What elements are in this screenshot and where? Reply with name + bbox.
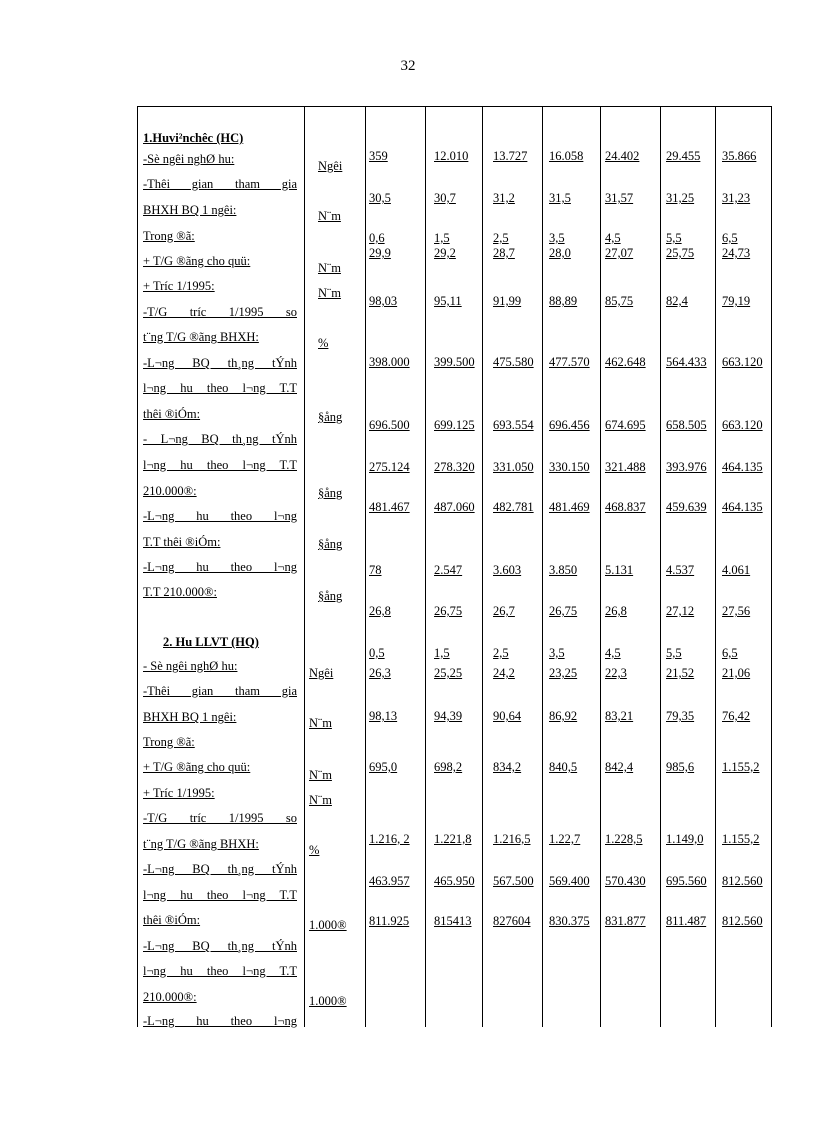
unit-label: % [318, 336, 329, 350]
row-label: -L¬ng hu theo l¬ng [143, 560, 297, 574]
table-cell: 468.837 [605, 500, 646, 514]
row-label: Trong ®ã: [143, 229, 195, 243]
table-cell: 477.570 [549, 355, 590, 369]
row-label: t¨ng T/G ®ãng BHXH: [143, 330, 259, 344]
table-cell: 398.000 [369, 355, 410, 369]
table-cell: 1.155,2 [722, 832, 760, 846]
table-cell: 27,56 [722, 604, 751, 618]
table-cell: 35.866 [722, 149, 757, 163]
table-cell: 26,7 [493, 604, 515, 618]
table-cell: 26,75 [434, 604, 463, 618]
table-cell: 827604 [493, 914, 531, 928]
table-cell: 13.727 [493, 149, 528, 163]
row-label: + Tríc 1/1995: [143, 279, 215, 293]
table-cell: 275.124 [369, 460, 410, 474]
table-cell: 840,5 [549, 760, 578, 774]
table-cell: 1.216,5 [493, 832, 531, 846]
table-cell: 696.500 [369, 418, 410, 432]
row-label: thêi ®iÓm: [143, 407, 201, 421]
section-title: 1.Huvi²nchêc (HC) [143, 131, 244, 145]
table-cell: 26,8 [605, 604, 627, 618]
row-label: -Sè ngêi nghØ hu: [143, 152, 235, 166]
table-cell: 27,07 [605, 246, 634, 260]
row-label: l¬ng hu theo l¬ng T.T [143, 458, 297, 472]
table-cell: 463.957 [369, 874, 410, 888]
table-cell: 658.505 [666, 418, 707, 432]
row-label: - Sè ngêi nghØ hu: [143, 659, 238, 673]
table-cell: 830.375 [549, 914, 590, 928]
unit-label: N¨m [318, 261, 341, 275]
table-cell: 95,11 [434, 294, 462, 308]
table-cell: 2,5 [493, 231, 509, 245]
table-cell: 82,4 [666, 294, 688, 308]
row-label: + Tríc 1/1995: [143, 786, 215, 800]
table-cell: 4,5 [605, 231, 621, 245]
table-cell: 481.467 [369, 500, 410, 514]
unit-label: N¨m [318, 286, 341, 300]
table-cell: 569.400 [549, 874, 590, 888]
row-label: l¬ng hu theo l¬ng T.T [143, 381, 297, 395]
row-label: -T/G tríc 1/1995 so [143, 305, 297, 319]
unit-label: 1.000® [309, 918, 347, 932]
table-cell: 1.228,5 [605, 832, 643, 846]
table-cell: 330.150 [549, 460, 590, 474]
table-cell: 464.135 [722, 460, 763, 474]
table-cell: 31,23 [722, 191, 751, 205]
table-cell: 12.010 [434, 149, 469, 163]
row-label: BHXH BQ 1 ngêi: [143, 710, 237, 724]
table-cell: 5.131 [605, 563, 634, 577]
table-cell: 663.120 [722, 418, 763, 432]
table-cell: 78 [369, 563, 382, 577]
table-cell: 564.433 [666, 355, 707, 369]
table-cell: 26,8 [369, 604, 391, 618]
table-cell: 98,13 [369, 709, 398, 723]
row-label: + T/G ®ãng cho quü: [143, 760, 251, 774]
table-cell: 6,5 [722, 231, 738, 245]
unit-label: % [309, 843, 320, 857]
table-cell: 462.648 [605, 355, 646, 369]
table-cell: 3.603 [493, 563, 522, 577]
table-cell: 91,99 [493, 294, 522, 308]
row-label: Trong ®ã: [143, 735, 195, 749]
table-cell: 815413 [434, 914, 472, 928]
table-cell: 2,5 [493, 646, 509, 660]
table-cell: 29.455 [666, 149, 701, 163]
table-cell: 5,5 [666, 231, 682, 245]
table-cell: 79,35 [666, 709, 695, 723]
page-number: 32 [400, 58, 416, 74]
table-cell: 2.547 [434, 563, 463, 577]
table-cell: 90,64 [493, 709, 522, 723]
statistics-table [137, 106, 772, 1027]
table-cell: 25,75 [666, 246, 695, 260]
table-cell: 834,2 [493, 760, 522, 774]
table-cell: 399.500 [434, 355, 475, 369]
table-cell: 1.221,8 [434, 832, 472, 846]
row-label: l¬ng hu theo l¬ng T.T [143, 888, 297, 902]
table-cell: 0,5 [369, 646, 385, 660]
row-label: thêi ®iÓm: [143, 913, 201, 927]
table-cell: 4.537 [666, 563, 695, 577]
table-cell: 674.695 [605, 418, 646, 432]
table-cell: 487.060 [434, 500, 475, 514]
table-cell: 21,06 [722, 666, 751, 680]
table-cell: 25,25 [434, 666, 463, 680]
unit-label: 1.000® [309, 994, 347, 1008]
table-cell: 94,39 [434, 709, 463, 723]
table-cell: 24,73 [722, 246, 751, 260]
table-cell: 1.155,2 [722, 760, 760, 774]
table-cell: 98,03 [369, 294, 398, 308]
table-cell: 26,75 [549, 604, 578, 618]
table-cell: 481.469 [549, 500, 590, 514]
unit-label: N¨m [309, 768, 332, 782]
row-label: t¨ng T/G ®ãng BHXH: [143, 837, 259, 851]
row-label: -L¬ng hu theo l¬ng [143, 509, 297, 523]
table-cell: 79,19 [722, 294, 751, 308]
table-cell: 465.950 [434, 874, 475, 888]
table-cell: 24.402 [605, 149, 640, 163]
table-cell: 31,57 [605, 191, 634, 205]
row-label: T.T 210.000®: [143, 585, 217, 599]
table-cell: 22,3 [605, 666, 627, 680]
table-cell: 27,12 [666, 604, 695, 618]
table-cell: 26,3 [369, 666, 391, 680]
table-cell: 567.500 [493, 874, 534, 888]
unit-label: §ång [318, 537, 343, 551]
table-cell: 831.877 [605, 914, 646, 928]
table-cell: 31,2 [493, 191, 515, 205]
table-cell: 359 [369, 149, 388, 163]
table-cell: 1.149,0 [666, 832, 704, 846]
table-cell: 29,2 [434, 246, 456, 260]
unit-label: Ngêi [309, 666, 334, 680]
row-label: T.T thêi ®iÓm: [143, 535, 221, 549]
table-cell: 1,5 [434, 646, 450, 660]
row-label: 210.000®: [143, 484, 197, 498]
table-cell: 695.560 [666, 874, 707, 888]
row-label: - L¬ng BQ th¸ng tÝnh [143, 432, 297, 446]
table-cell: 28,7 [493, 246, 515, 260]
table-cell: 482.781 [493, 500, 534, 514]
unit-label: §ång [318, 589, 343, 603]
table-cell: 5,5 [666, 646, 682, 660]
section-title: 2. Hu LLVT (HQ) [163, 635, 259, 649]
table-cell: 663.120 [722, 355, 763, 369]
table-cell: 811.925 [369, 914, 410, 928]
row-label: + T/G ®ãng cho quü: [143, 254, 251, 268]
table-cell: 4.061 [722, 563, 751, 577]
table-cell: 1,5 [434, 231, 450, 245]
table-cell: 475.580 [493, 355, 534, 369]
table-cell: 812.560 [722, 874, 763, 888]
table-cell: 812.560 [722, 914, 763, 928]
table-cell: 31,25 [666, 191, 695, 205]
table-cell: 698,2 [434, 760, 463, 774]
table-cell: 30,7 [434, 191, 456, 205]
table-cell: 3,5 [549, 646, 565, 660]
table-cell: 1.216, 2 [369, 832, 410, 846]
table-cell: 83,21 [605, 709, 634, 723]
table-cell: 3.850 [549, 563, 578, 577]
table-cell: 29,9 [369, 246, 391, 260]
table-cell: 86,92 [549, 709, 578, 723]
row-label: -L¬ng BQ th¸ng tÝnh [143, 862, 297, 876]
table-cell: 16.058 [549, 149, 584, 163]
table-cell: 985,6 [666, 760, 695, 774]
table-cell: 31,5 [549, 191, 571, 205]
table-cell: 570.430 [605, 874, 646, 888]
table-cell: 695,0 [369, 760, 398, 774]
table-cell: 1.22,7 [549, 832, 581, 846]
table-cell: 28,0 [549, 246, 571, 260]
table-cell: 0,6 [369, 231, 385, 245]
row-label: l¬ng hu theo l¬ng T.T [143, 964, 297, 978]
table-cell: 278.320 [434, 460, 475, 474]
unit-label: §ång [318, 486, 343, 500]
table-cell: 23,25 [549, 666, 578, 680]
table-cell: 4,5 [605, 646, 621, 660]
row-label: -L¬ng BQ th¸ng tÝnh [143, 939, 297, 953]
row-label: -Thêi gian tham gia [143, 177, 297, 191]
row-label: -L¬ng hu theo l¬ng [143, 1014, 297, 1028]
row-label: BHXH BQ 1 ngêi: [143, 203, 237, 217]
unit-label: N¨m [309, 793, 332, 807]
table-cell: 331.050 [493, 460, 534, 474]
table-cell: 393.976 [666, 460, 707, 474]
unit-label: Ngêi [318, 159, 343, 173]
row-label: -T/G tríc 1/1995 so [143, 811, 297, 825]
table-cell: 811.487 [666, 914, 707, 928]
row-label: -Thêi gian tham gia [143, 684, 297, 698]
table-cell: 693.554 [493, 418, 534, 432]
table-cell: 30,5 [369, 191, 391, 205]
table-cell: 21,52 [666, 666, 695, 680]
table-cell: 321.488 [605, 460, 646, 474]
unit-label: N¨m [318, 209, 341, 223]
table-cell: 696.456 [549, 418, 590, 432]
table-cell: 699.125 [434, 418, 475, 432]
table-cell: 6,5 [722, 646, 738, 660]
table-cell: 88,89 [549, 294, 578, 308]
table-cell: 24,2 [493, 666, 515, 680]
row-label: 210.000®: [143, 990, 197, 1004]
unit-label: N¨m [309, 716, 332, 730]
table-cell: 459.639 [666, 500, 707, 514]
table-cell: 842,4 [605, 760, 634, 774]
table-cell: 464.135 [722, 500, 763, 514]
row-label: -L¬ng BQ th¸ng tÝnh [143, 356, 297, 370]
table-cell: 76,42 [722, 709, 751, 723]
table-cell: 85,75 [605, 294, 634, 308]
table-cell: 3,5 [549, 231, 565, 245]
unit-label: §ång [318, 410, 343, 424]
